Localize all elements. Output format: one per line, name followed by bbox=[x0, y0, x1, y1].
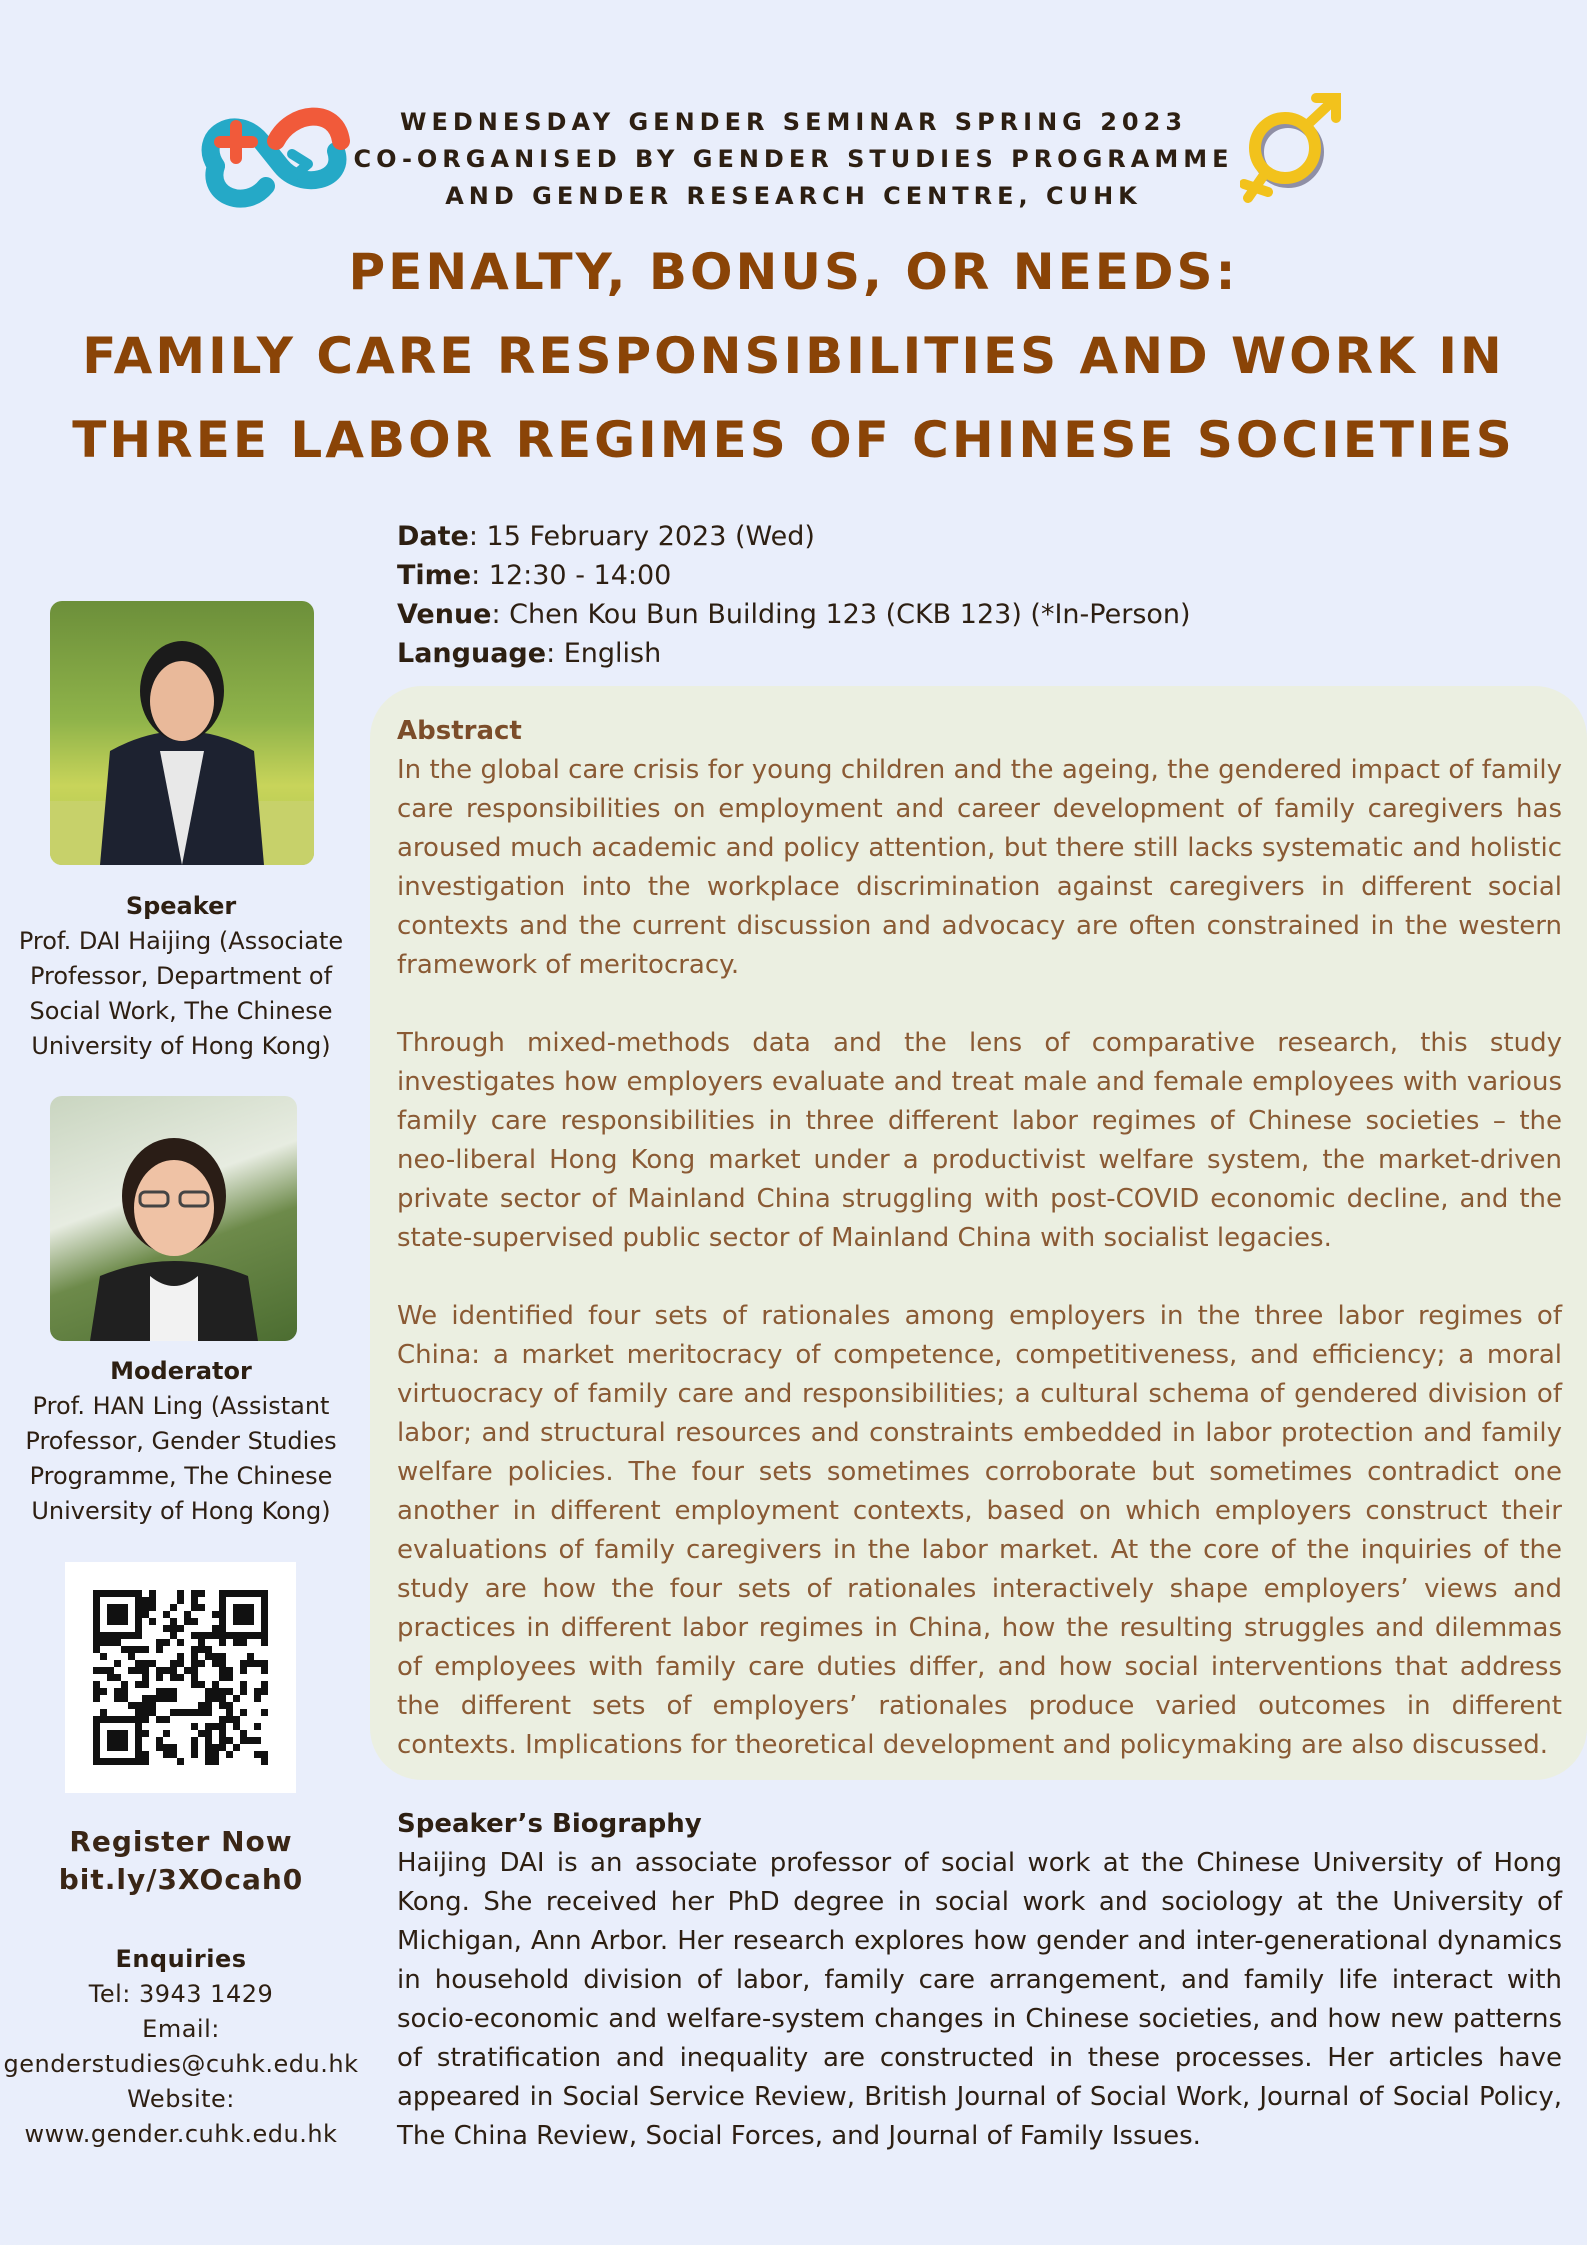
moderator-role: Moderator bbox=[110, 1357, 252, 1385]
speaker-role: Speaker bbox=[125, 892, 237, 920]
venue-row bbox=[397, 595, 1547, 634]
enquiries-block bbox=[0, 1942, 362, 2152]
speaker-line: University of Hong Kong) bbox=[31, 1032, 331, 1060]
language-value: : English bbox=[546, 638, 662, 669]
speaker-biography bbox=[397, 1805, 1562, 2156]
enquiries-website-label: Website: bbox=[127, 2085, 235, 2113]
date-label: Date bbox=[397, 521, 469, 552]
enquiries-website[interactable]: www.gender.cuhk.edu.hk bbox=[24, 2120, 338, 2148]
enquiries-heading: Enquiries bbox=[115, 1945, 247, 1973]
abstract-paragraph: We identified four sets of rationales among employers in the three labor regimes of China: a market meritocracy of competence, competitiveness, and efficiency; a moral virtuocracy of family care and responsibilities; a cultural schema of gendered division of labor; and structural resources and constraints embedded in labor protection and family welfare policies. The four sets sometimes corroborate but sometimes contradict one another in different employment contexts, based on which employers construct their evaluations of family caregivers in the labor market. At the core of the inquiries of the study are how the four sets of rationales interactively shape employers’ views and practices in different labor regimes in China, how the resulting struggles and dilemmas of employees with family care duties differ, and how social interventions that address the different sets of employers’ rationales produce varied outcomes in different contexts. Implications for theoretical development and policymaking are also discussed. bbox=[397, 1301, 1562, 1760]
moderator-line: Professor, Gender Studies bbox=[25, 1427, 337, 1455]
abstract-paragraph: In the global care crisis for young children and the ageing, the gendered impact of family care responsibilities on employment and career development of family caregivers has aroused much academic and policy attention, but there still lacks systematic and holistic investigation into the workplace discrimination against caregivers in different social contexts and the current discussion and advocacy are often constrained in the western framework of meritocracy. bbox=[397, 755, 1562, 980]
venue-label: Venue bbox=[397, 599, 492, 630]
abstract-section bbox=[397, 712, 1562, 1765]
bio-heading: Speaker’s Biography bbox=[397, 1809, 702, 1839]
org-line: CO-ORGANISED BY GENDER STUDIES PROGRAMME bbox=[353, 145, 1234, 173]
seminar-organiser-heading bbox=[300, 104, 1287, 215]
language-row bbox=[397, 634, 1547, 673]
language-label: Language bbox=[397, 638, 547, 669]
date-value: : 15 February 2023 (Wed) bbox=[468, 521, 815, 552]
event-details bbox=[397, 517, 1547, 673]
register-block bbox=[0, 1823, 362, 1899]
moderator-photo bbox=[50, 1096, 297, 1341]
title-line: THREE LABOR REGIMES OF CHINESE SOCIETIES bbox=[72, 411, 1515, 469]
venue-value: : Chen Kou Bun Building 123 (CKB 123) (*In-Person) bbox=[491, 599, 1191, 630]
time-row bbox=[397, 556, 1547, 595]
speaker-line: Prof. DAI Haijing (Associate bbox=[18, 927, 344, 955]
page-title bbox=[40, 230, 1547, 482]
registration-qr-code[interactable] bbox=[65, 1562, 296, 1793]
moderator-line: Programme, The Chinese bbox=[29, 1462, 333, 1490]
date-row bbox=[397, 517, 1547, 556]
org-line: WEDNESDAY GENDER SEMINAR SPRING 2023 bbox=[399, 108, 1188, 136]
speaker-line: Professor, Department of bbox=[29, 962, 333, 990]
speaker-photo bbox=[50, 601, 314, 865]
register-link[interactable]: bit.ly/3XOcah0 bbox=[58, 1863, 304, 1896]
title-line: FAMILY CARE RESPONSIBILITIES AND WORK IN bbox=[82, 327, 1505, 385]
moderator-line: University of Hong Kong) bbox=[31, 1497, 331, 1525]
abstract-paragraph: Through mixed-methods data and the lens of comparative research, this study investigates how employers evaluate and treat male and female employees with various family care responsibilities in three different labor regimes of Chinese societies – the neo-liberal Hong Kong market under a productivist welfare system, the market-driven private sector of Mainland China struggling with post-COVID economic decline, and the state-supervised public sector of Mainland China with socialist legacies. bbox=[397, 1028, 1562, 1253]
speaker-info bbox=[0, 889, 362, 1064]
speaker-line: Social Work, The Chinese bbox=[29, 997, 333, 1025]
moderator-line: Prof. HAN Ling (Assistant bbox=[32, 1392, 330, 1420]
enquiries-email[interactable]: genderstudies@cuhk.edu.hk bbox=[3, 2050, 359, 2078]
title-line: PENALTY, BONUS, OR NEEDS: bbox=[348, 243, 1239, 301]
moderator-info bbox=[0, 1354, 362, 1529]
register-label: Register Now bbox=[69, 1825, 293, 1858]
abstract-heading: Abstract bbox=[397, 716, 522, 746]
time-value: : 12:30 - 14:00 bbox=[471, 560, 672, 591]
bio-text: Haijing DAI is an associate professor of social work at the Chinese University of Hong Kong. She received her PhD degree in social work and sociology at the University of Michigan, Ann Arbor. Her research explores how gender and inter-generational dynamics in household division of labor, family care arrangement, and family life interact with socio-economic and welfare-system changes in Chinese societies, and how new patterns of stratification and inequality are constructed in these processes. Her articles have appeared in Social Service Review, British Journal of Social Work, Journal of Social Policy, The China Review, Social Forces, and Journal of Family Issues. bbox=[397, 1848, 1562, 2151]
enquiries-tel: Tel: 3943 1429 bbox=[88, 1980, 274, 2008]
time-label: Time bbox=[397, 560, 472, 591]
enquiries-email-label: Email: bbox=[142, 2015, 220, 2043]
org-line: AND GENDER RESEARCH CENTRE, CUHK bbox=[445, 182, 1142, 210]
